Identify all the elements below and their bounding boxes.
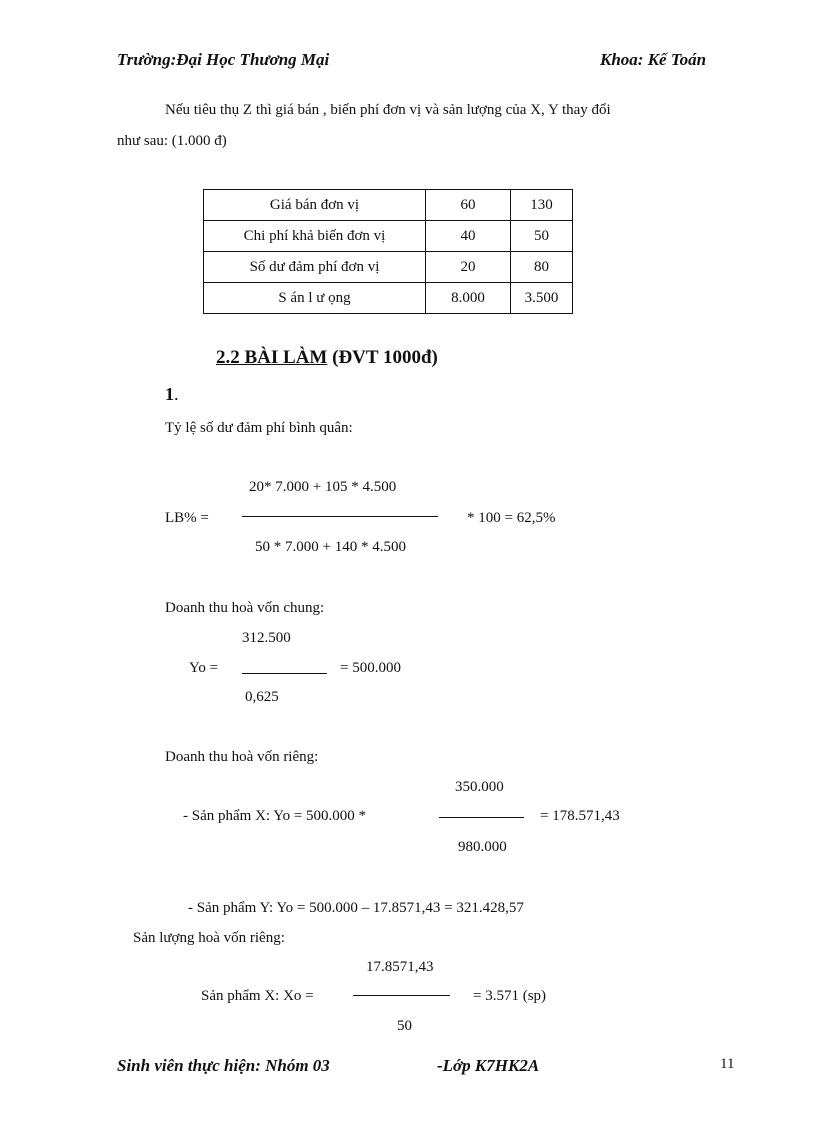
sl-fraction-bar (353, 995, 450, 996)
table-row (204, 252, 573, 283)
table-cell: 8.000 (426, 283, 511, 314)
yo-lhs: Yo = (189, 660, 219, 676)
yo-x-denominator: 980.000 (458, 839, 507, 855)
yo-x-lhs: - Sản phẩm X: Yo = 500.000 * (183, 808, 367, 824)
page-number: 11 (720, 1056, 735, 1072)
sl-label: Sản lượng hoà vốn riêng: (133, 930, 285, 946)
sl-lhs: Sản phẩm X: Xo = (201, 988, 314, 1004)
item-number-dot: . (174, 384, 179, 404)
yo-y-line: - Sản phẩm Y: Yo = 500.000 – 17.8571,43 = 321.428,57 (188, 900, 524, 916)
yo-x-numerator: 350.000 (455, 779, 504, 795)
yo-x-fraction-bar (439, 817, 524, 818)
sl-numerator: 17.8571,43 (366, 959, 434, 975)
table-row (204, 221, 573, 252)
lb-lhs: LB% = (165, 510, 209, 526)
yo-denominator: 0,625 (245, 689, 279, 705)
intro-line-1: Nếu tiêu thụ Z thì giá bán , biến phí đơn vị và sản lượng của X, Y thay đổi (165, 102, 611, 118)
yo-numerator: 312.500 (242, 630, 291, 646)
item-number (165, 384, 179, 405)
footer-class: -Lớp K7HK2A (437, 1056, 540, 1075)
section-title-underlined: 2.2 BÀI LÀM (216, 347, 328, 368)
table-row (204, 283, 573, 314)
item-number-digit: 1 (165, 384, 174, 404)
table-cell: Giá bán đơn vị (204, 190, 426, 221)
table-cell: 130 (511, 190, 573, 221)
table-cell: Số dư đảm phí đơn vị (204, 252, 426, 283)
yo-label: Doanh thu hoà vốn chung: (165, 600, 325, 616)
lb-fraction-bar (242, 516, 438, 517)
table-cell: 80 (511, 252, 573, 283)
intro-line-2: như sau: (1.000 đ) (117, 133, 227, 149)
table-cell: 20 (426, 252, 511, 283)
yo-fraction-bar (242, 673, 327, 674)
header-school: Trường:Đại Học Thương Mại (117, 50, 330, 69)
lb-label: Tỷ lệ số dư đảm phí bình quân: (165, 420, 353, 436)
yo-rieng-label: Doanh thu hoà vốn riêng: (165, 749, 319, 765)
lb-denominator: 50 * 7.000 + 140 * 4.500 (255, 539, 406, 555)
sl-denominator: 50 (397, 1018, 412, 1034)
yo-x-rhs: = 178.571,43 (540, 808, 620, 824)
table-cell: S án l ư ọng (204, 283, 426, 314)
section-title-unit: (ĐVT 1000đ) (327, 347, 438, 368)
section-title (216, 347, 438, 369)
sl-rhs: = 3.571 (sp) (473, 988, 547, 1004)
lb-rhs: * 100 = 62,5% (467, 510, 556, 526)
table-cell: 50 (511, 221, 573, 252)
yo-rhs: = 500.000 (340, 660, 401, 676)
price-cost-table (203, 189, 573, 314)
table-row (204, 190, 573, 221)
lb-numerator: 20* 7.000 + 105 * 4.500 (249, 479, 397, 495)
table-cell: Chi phí khả biến đơn vị (204, 221, 426, 252)
footer-student: Sinh viên thực hiện: Nhóm 03 (117, 1056, 330, 1075)
table-cell: 60 (426, 190, 511, 221)
header-faculty: Khoa: Kế Toán (600, 50, 707, 69)
table-cell: 40 (426, 221, 511, 252)
table-cell: 3.500 (511, 283, 573, 314)
